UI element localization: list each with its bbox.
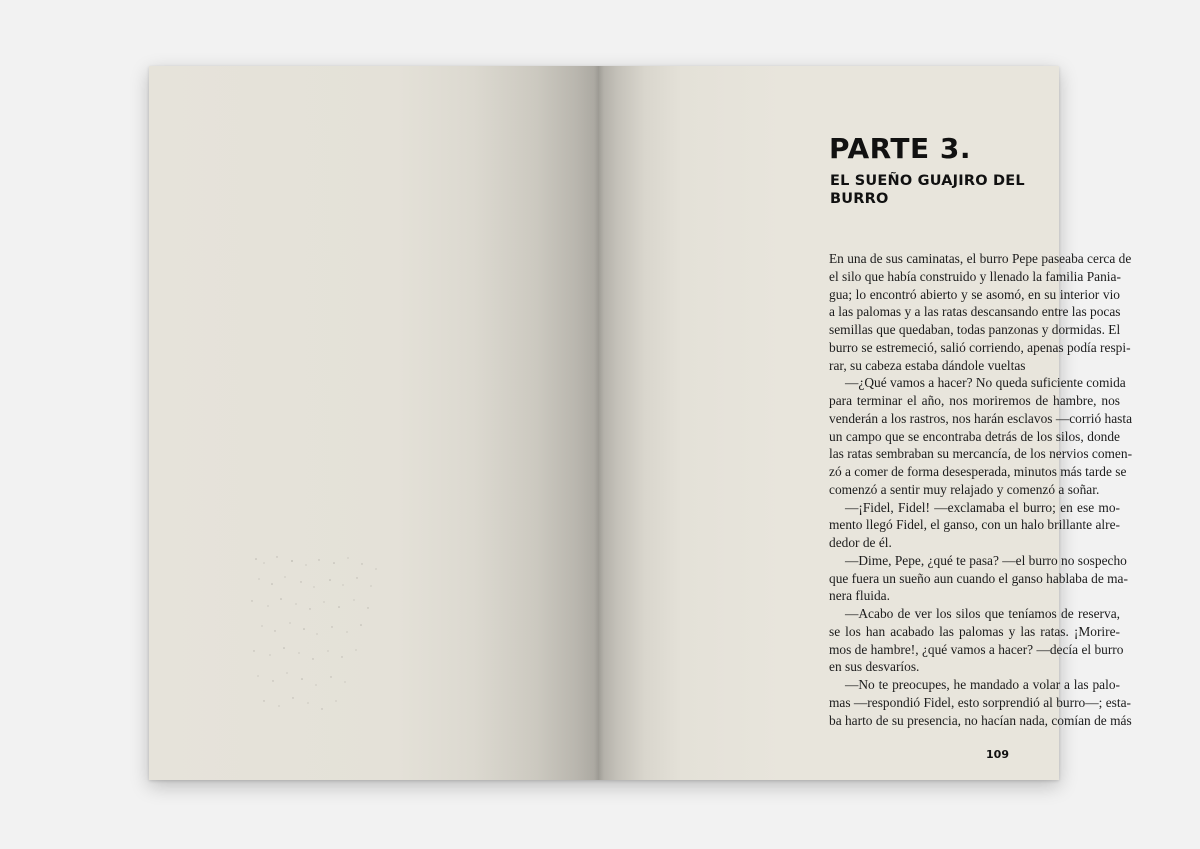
text-line: se los han acabado las palomas y las ratas. ¡Morire- [829, 623, 1120, 639]
body-text [829, 250, 1133, 729]
left-page [149, 66, 599, 780]
text-line: mos de hambre!, ¿qué vamos a hacer? —decía el burro [829, 641, 1124, 657]
text-line: venderán a los rastros, nos harán esclavos —corrió hasta [829, 410, 1133, 426]
open-book [149, 66, 1133, 780]
text-line: a las palomas y a las ratas descansando entre las pocas [829, 304, 1121, 320]
text-line: mas —respondió Fidel, esto sorprendió al burro—; esta- [829, 694, 1131, 710]
text-line: zó a comer de forma desesperada, minutos más tarde se [829, 464, 1127, 479]
text-line: dedor de él. [829, 535, 892, 550]
text-line: En una de sus caminatas, el burro Pepe paseaba cerca de [829, 251, 1132, 266]
text-line: —No te preocupes, he mandado a volar a las palo- [845, 677, 1120, 692]
text-line: mento llegó Fidel, el ganso, con un halo brillante alre- [829, 517, 1120, 533]
chapter-subtitle: EL SUEÑO GUAJIRO DEL BURRO [830, 173, 1025, 207]
chapter-title: PARTE 3. [829, 132, 972, 165]
text-line: en sus desvaríos. [829, 659, 920, 675]
text-line: —Acabo de ver los silos que teníamos de reserva, [845, 606, 1120, 621]
text-line: ba harto de su presencia, no hacían nada, comían de más [829, 712, 1132, 728]
text-line: para terminar el año, nos moriremos de hambre, nos [829, 393, 1120, 408]
text-line: —¿Qué vamos a hacer? No queda suficiente comida [845, 375, 1126, 391]
text-line: semillas que quedaban, todas panzonas y dormidas. El [829, 322, 1121, 337]
paper-specks [244, 551, 394, 721]
text-line: las ratas sembraban su mercancía, de los nervios comen- [829, 446, 1133, 462]
text-line: rar, su cabeza estaba dándole vueltas [829, 357, 1026, 373]
book-gutter [594, 66, 604, 780]
right-page [599, 66, 1133, 780]
text-line: nera fluida. [829, 588, 890, 604]
text-line: el silo que había construido y llenado la familia Pania- [829, 268, 1121, 284]
page-number: 109 [986, 748, 1009, 761]
text-line: gua; lo encontró abierto y se asomó, en su interior vio [829, 286, 1120, 302]
text-line: —¡Fidel, Fidel! —exclamaba el burro; en ese mo- [845, 499, 1120, 515]
text-line: un campo que se encontraba detrás de los silos, donde [829, 428, 1120, 444]
text-line: burro se estremeció, salió corriendo, apenas podía respi- [829, 339, 1131, 355]
text-line: que fuera un sueño aun cuando el ganso hablaba de ma- [829, 570, 1128, 586]
text-line: comenzó a sentir muy relajado y comenzó a soñar. [829, 481, 1100, 497]
text-line: —Dime, Pepe, ¿qué te pasa? —el burro no sospecho [845, 552, 1127, 568]
